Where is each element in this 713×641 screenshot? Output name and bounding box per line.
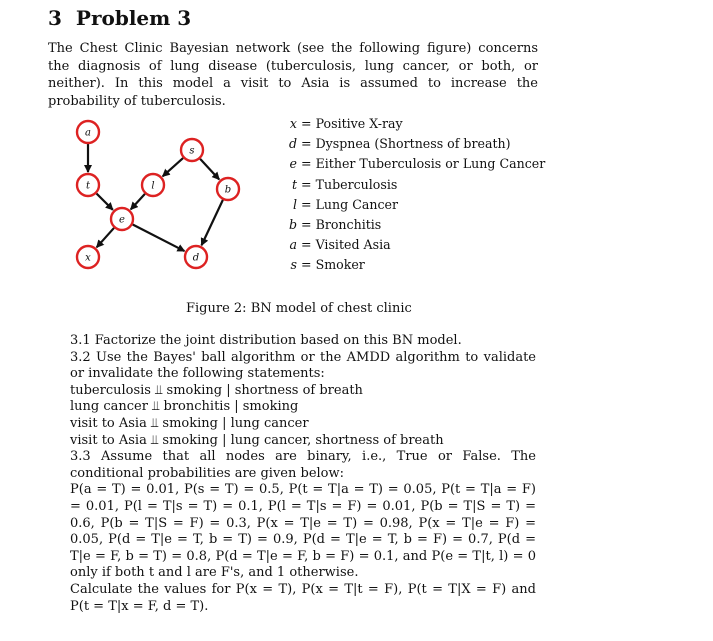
- questions-section: [48, 333, 536, 615]
- node-label: e: [119, 214, 125, 226]
- calculation-task: Calculate the values for P(x = T), P(x = T|t = F), P(t = T|X = F) and P(t = T|x = F, d = T).: [70, 581, 536, 614]
- legend-equals: =: [297, 176, 316, 192]
- legend-row-a: [285, 235, 545, 255]
- legend-equals: =: [297, 257, 316, 273]
- edge-s-l: [163, 158, 183, 176]
- node-e: [111, 208, 133, 230]
- variable-legend: [285, 114, 545, 276]
- node-a: [77, 121, 99, 143]
- node-label: b: [224, 184, 232, 196]
- statement-list: [48, 383, 536, 449]
- legend-row-d: [285, 134, 545, 154]
- independence-statement: tuberculosis ⫫ smoking | shortness of breath: [70, 382, 363, 398]
- node-b: [217, 178, 239, 200]
- node-label: a: [85, 127, 91, 139]
- legend-symbol: e: [289, 156, 297, 172]
- legend-row-t: [285, 175, 545, 195]
- legend-symbol: t: [291, 176, 297, 192]
- legend-description: Either Tuberculosis or Lung Cancer: [315, 156, 546, 172]
- legend-description: Positive X-ray: [315, 116, 403, 131]
- legend-description: Bronchitis: [315, 217, 382, 233]
- node-label: t: [85, 180, 91, 192]
- question-3-2: 3.2 Use the Bayes' ball algorithm or the AMDD algorithm to validate or invalidate the following statements:: [70, 349, 536, 382]
- figure-caption: Figure 2: BN model of chest clinic: [186, 301, 412, 316]
- legend-description: Dyspnea (Shortness of breath): [315, 136, 511, 152]
- legend-description: Smoker: [315, 257, 365, 273]
- legend-equals: =: [297, 237, 316, 253]
- edge-l-e: [131, 194, 145, 210]
- section-heading: [48, 6, 191, 30]
- legend-row-s: [285, 255, 545, 275]
- independence-statement: visit to Asia ⫫ smoking | lung cancer: [70, 415, 309, 431]
- legend-symbol: a: [289, 237, 297, 253]
- question-3-3: 3.3 Assume that all nodes are binary, i.e., True or False. The conditional probabilities are given below:: [70, 449, 536, 481]
- edge-e-d: [133, 224, 185, 251]
- legend-equals: =: [297, 217, 316, 233]
- section-title: Problem 3: [75, 6, 192, 30]
- node-label: d: [192, 252, 200, 264]
- node-d: [185, 246, 207, 268]
- legend-symbol: x: [289, 116, 297, 131]
- intro-paragraph: The Chest Clinic Bayesian network (see the following figure) concerns the diagnosis of lung disease (tuberculosis, lung cancer, or both, or neither). In this model a visit to Asia is assumed to increase the probability of tuberculosis.: [48, 41, 538, 109]
- probability-table: P(a = T) = 0.01, P(s = T) = 0.5, P(t = T|a = T) = 0.05, P(t = T|a = F) = 0.01, P(l = T|s = T) = 0.1, P(l = T|s = F) = 0.01, P(b = T|S = T) = 0.6, P(b = T|S = F) = 0.3, P(x = T|e = T) = 0.98, P(x = T|e = F) = 0.05, P(d = T|e = T, b = T) = 0.9, P(d = T|e = T, b = F) = 0.7, P(d = T|e = F, b = T) = 0.8, P(d = T|e = F, b = F) = 0.1, and P(e = T|t, l) = 0 only if both t and l are F's, and 1 otherwise.: [70, 482, 536, 581]
- section-number: 3: [48, 6, 62, 30]
- edge-b-d: [202, 200, 223, 245]
- edge-s-b: [200, 159, 219, 180]
- legend-symbol: l: [292, 196, 297, 212]
- node-label: l: [151, 180, 155, 192]
- independence-statement: lung cancer ⫫ bronchitis | smoking: [70, 399, 299, 415]
- node-label: s: [189, 145, 195, 157]
- node-t: [77, 174, 99, 196]
- legend-row-l: [285, 195, 545, 215]
- node-label: x: [85, 252, 91, 264]
- legend-symbol: s: [290, 257, 297, 273]
- node-x: [77, 246, 99, 268]
- bayesian-network-diagram: [66, 118, 256, 278]
- legend-symbol: b: [288, 217, 297, 233]
- node-s: [181, 139, 203, 161]
- legend-equals: =: [297, 116, 316, 131]
- legend-equals: =: [297, 196, 316, 212]
- legend-row-b: [285, 215, 545, 235]
- legend-description: Visited Asia: [315, 237, 391, 253]
- legend-row-e: [285, 154, 545, 174]
- question-3-1: 3.1 Factorize the joint distribution based on this BN model.: [70, 333, 462, 348]
- legend-row-x: [285, 114, 545, 134]
- edge-t-e: [96, 193, 112, 209]
- node-l: [142, 174, 164, 196]
- legend-description: Lung Cancer: [315, 196, 398, 212]
- independence-statement: visit to Asia ⫫ smoking | lung cancer, shortness of breath: [70, 432, 444, 448]
- legend-description: Tuberculosis: [315, 176, 398, 192]
- legend-symbol: d: [288, 136, 297, 152]
- legend-equals: =: [297, 136, 316, 152]
- legend-equals: =: [297, 156, 316, 172]
- edge-e-x: [97, 228, 114, 247]
